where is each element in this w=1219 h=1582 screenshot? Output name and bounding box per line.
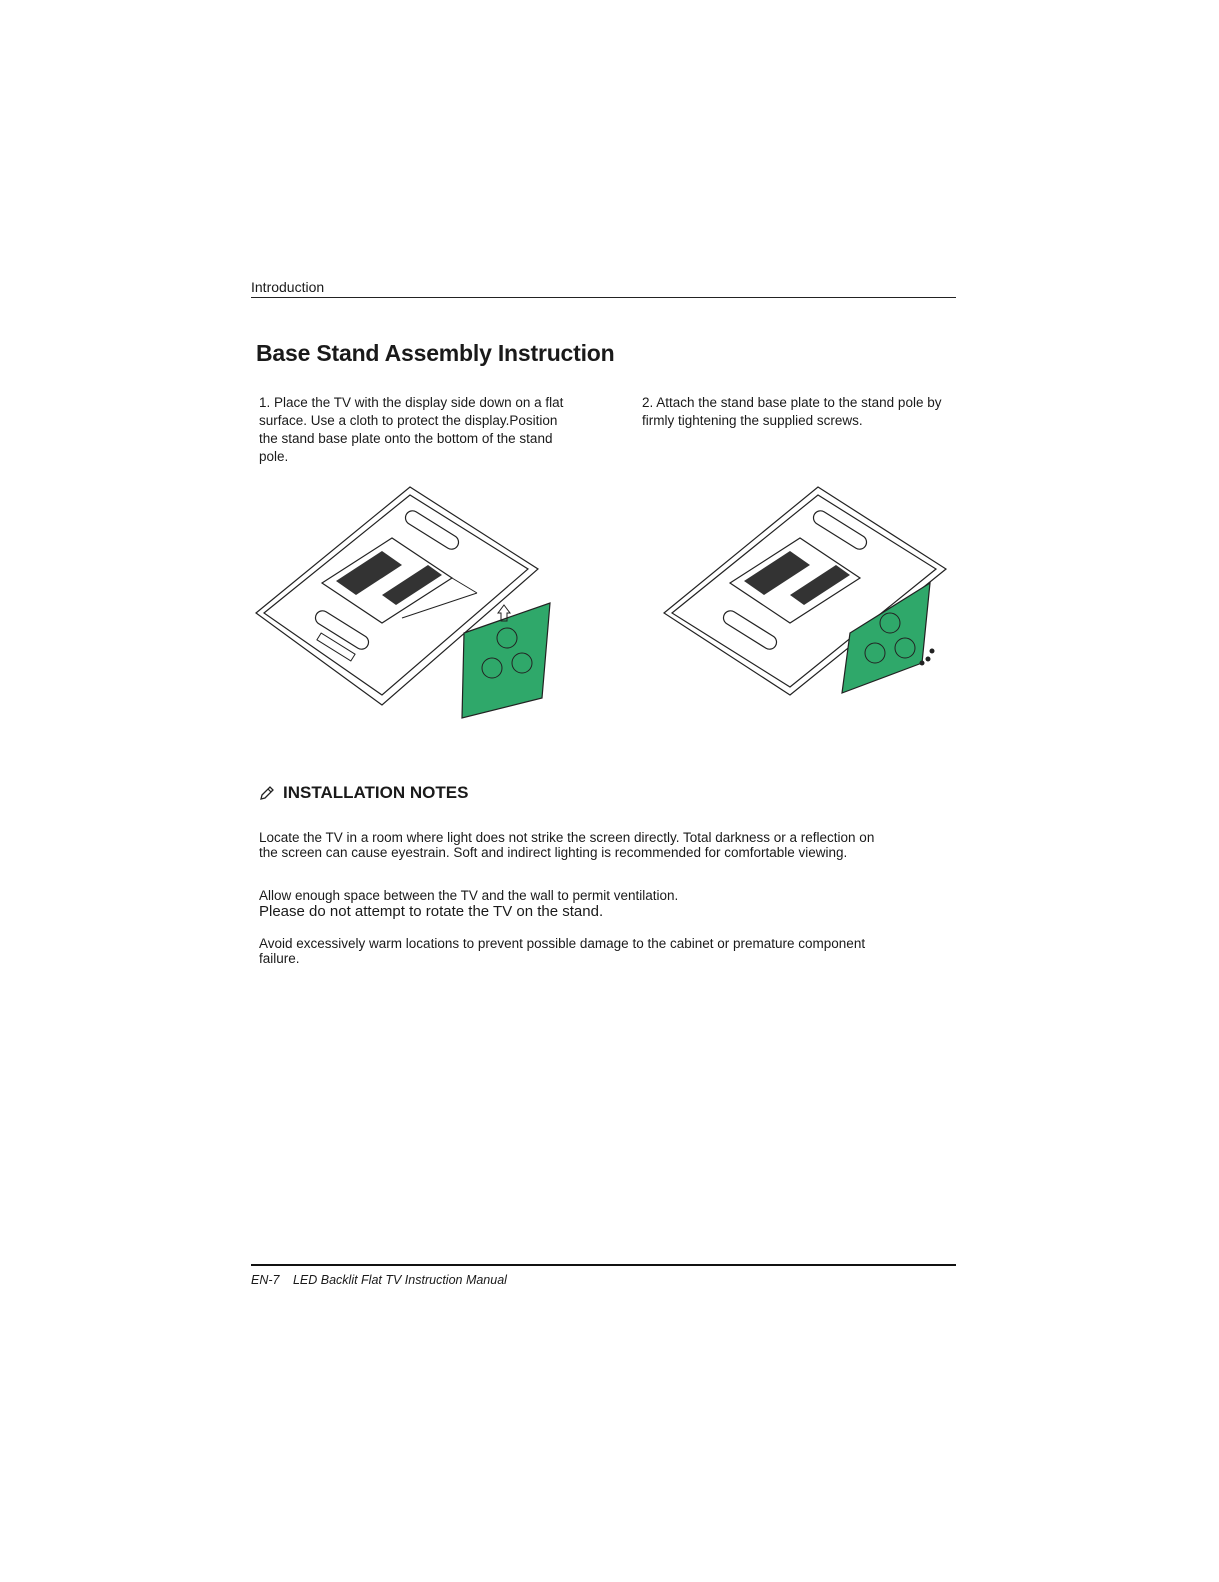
manual-title: LED Backlit Flat TV Instruction Manual [292, 1273, 507, 1287]
note-rotation: Please do not attempt to rotate the TV on the stand. [259, 903, 604, 920]
page-title: Base Stand Assembly Instruction [256, 340, 615, 366]
footer [251, 1273, 507, 1287]
note-ventilation: Allow enough space between the TV and the wall to permit ventilation. [259, 888, 679, 903]
note-heat: Avoid excessively warm locations to prevent possible damage to the cabinet or premature component failure. [259, 936, 866, 966]
pencil-icon [259, 785, 275, 801]
step-2-text: 2. Attach the stand base plate to the stand pole by firmly tightening the supplied screws. [642, 395, 942, 428]
page-number: EN-7 [251, 1273, 280, 1287]
installation-notes-label: INSTALLATION NOTES [283, 783, 469, 802]
step-1-illustration [252, 483, 552, 723]
section-label: Introduction [251, 279, 325, 295]
footer-rule [251, 1264, 956, 1266]
step-2-illustration [660, 483, 950, 703]
step-1-text: 1. Place the TV with the display side down on a flat surface. Use a cloth to protect the display.Position the stand base plate onto the bottom of the stand pole. [259, 395, 564, 464]
installation-notes-heading [259, 783, 468, 803]
note-lighting: Locate the TV in a room where light does not strike the screen directly. Total darkness or a reflection on the screen can cause eyestrain. Soft and indirect lighting is recommended for comfortable viewing. [259, 830, 875, 860]
header-rule [251, 297, 956, 298]
